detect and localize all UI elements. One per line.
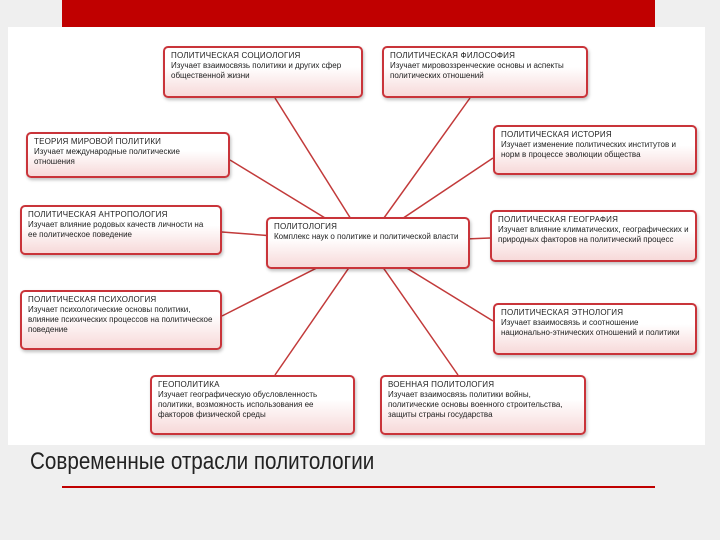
node-description: Изучает взаимосвязь и соотношение национально-этнических отношений и политики [501,318,680,337]
node-title: ПОЛИТОЛОГИЯ [274,222,338,231]
node-world-politics-theory [26,132,230,178]
node-description: Изучает международные политические отношения [34,147,180,166]
node-description: Изучает мировоззренческие основы и аспекты политических отношений [390,61,564,80]
node-political-sociology [163,46,363,98]
node-description: Изучает изменение политических институтов и норм в процессе эволюции общества [501,140,676,159]
node-title: ПОЛИТИЧЕСКАЯ СОЦИОЛОГИЯ [171,51,301,60]
title-underline [62,486,655,488]
node-description: Комплекс наук о политике и политической власти [274,232,459,241]
node-description: Изучает взаимосвязь политики войны, политические основы военного строительства, защиты страны государства [388,390,563,419]
node-geopolitics [150,375,355,435]
node-political-anthropology [20,205,222,255]
node-description: Изучает влияние климатических, географических и природных факторов на политический процесс [498,225,689,244]
node-title: ВОЕННАЯ ПОЛИТОЛОГИЯ [388,380,495,389]
node-title: ПОЛИТИЧЕСКАЯ ИСТОРИЯ [501,130,612,139]
node-political-philosophy [382,46,588,98]
node-title: ГЕОПОЛИТИКА [158,380,220,389]
node-description: Изучает географическую обусловленность политики, возможность использования ее факторов физической среды [158,390,318,419]
node-title: ПОЛИТИЧЕСКАЯ ЭТНОЛОГИЯ [501,308,624,317]
node-description: Изучает влияние родовых качеств личности на ее политическое поведение [28,220,204,239]
node-political-history [493,125,697,175]
node-title: ПОЛИТИЧЕСКАЯ ПСИХОЛОГИЯ [28,295,157,304]
slide-title: Современные отрасли политологии [30,448,375,475]
node-political-geography [490,210,697,262]
node-center-political-science [266,217,470,269]
node-title: ТЕОРИЯ МИРОВОЙ ПОЛИТИКИ [34,137,162,146]
node-description: Изучает психологические основы политики, влияние психических процессов на политическое поведение [28,305,213,334]
node-title: ПОЛИТИЧЕСКАЯ АНТРОПОЛОГИЯ [28,210,168,219]
node-political-psychology [20,290,222,350]
node-military-political-science [380,375,586,435]
node-political-ethnology [493,303,697,355]
node-title: ПОЛИТИЧЕСКАЯ ФИЛОСОФИЯ [390,51,516,60]
node-title: ПОЛИТИЧЕСКАЯ ГЕОГРАФИЯ [498,215,619,224]
node-description: Изучает взаимосвязь политики и других сфер общественной жизни [171,61,342,80]
